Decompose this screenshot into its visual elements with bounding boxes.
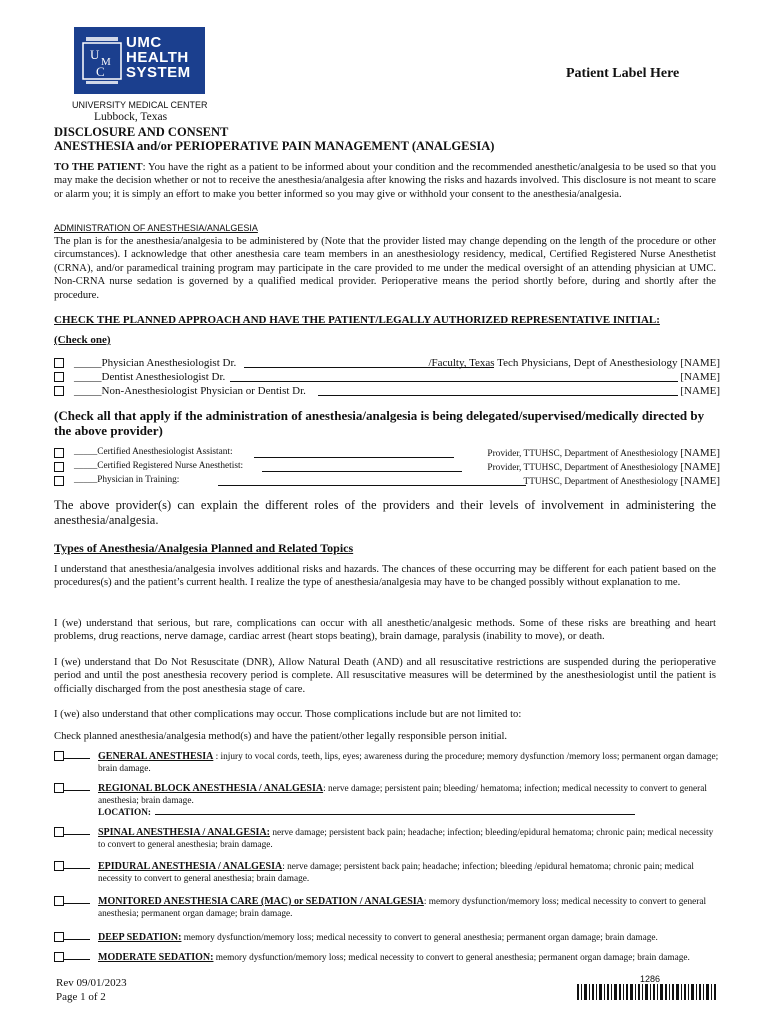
svg-text:M: M	[101, 56, 111, 68]
approach-option-physician[interactable]	[54, 357, 720, 370]
method-risks: : nerve damage; persistent back pain; headache; infection; bleeding /epidural hematoma; chronic pain; medical necessity to convert to general anesthesia; brain damage.	[98, 862, 694, 884]
method-body	[98, 896, 720, 920]
approach-option-non-anesthesiologist[interactable]	[54, 385, 720, 398]
initial-blank[interactable]	[64, 758, 90, 759]
name-placeholder: [NAME]	[680, 385, 720, 397]
name-blank-line[interactable]	[318, 395, 678, 396]
checkbox[interactable]	[54, 861, 64, 871]
delegated-option-caa[interactable]	[54, 447, 720, 460]
administration-paragraph: The plan is for the anesthesia/analgesia to be administered by (Note that the provider listed may change depending on the length of the procedure or other circumstances). I acknowledge that other anesthesia care team members in an anesthesiology residency, medical, Certified Registered Nurse Anesthetist (CRNA), and/or paramedical training program may participate in the care provided to me under the medical oversight of an attending physician at UMC. Non-CRNA nurse sedation is governed by a qualified medical provider. Perioperative means the period shortly before, during and shortly after the procedure.	[54, 236, 716, 301]
option-right-text	[524, 475, 720, 487]
barcode-icon	[577, 984, 717, 1000]
checkbox[interactable]	[54, 476, 64, 486]
barcode-number: 1286	[640, 974, 661, 984]
svg-text:U: U	[90, 47, 100, 62]
initial-blank[interactable]	[64, 790, 90, 791]
intro-label: TO THE PATIENT	[54, 162, 143, 173]
method-risks: memory dysfunction/memory loss; medical necessity to convert to general anesthesia; permanent organ damage; brain damage.	[181, 933, 658, 943]
option-suffix: Provider, TTUHSC, Department of Anesthesiology	[487, 449, 678, 459]
name-blank-line[interactable]	[218, 485, 526, 486]
method-title: MONITORED ANESTHESIA CARE (MAC) or SEDATION / ANALGESIA	[98, 896, 424, 907]
initial-blank[interactable]	[64, 868, 90, 869]
method-title: MODERATE SEDATION:	[98, 952, 214, 963]
intro-paragraph	[54, 161, 716, 201]
method-body	[98, 783, 720, 819]
name-placeholder: [NAME]	[680, 371, 720, 383]
name-placeholder: [NAME]	[680, 461, 720, 473]
method-body	[98, 952, 720, 964]
method-body	[98, 827, 720, 851]
delegated-heading: (Check all that apply if the administration of anesthesia/analgesia is being delegated/supervised/medically directed by the above provider)	[54, 408, 705, 438]
method-body	[98, 861, 720, 885]
providers-note: The above provider(s) can explain the different roles of the providers and their levels of involvement in administering the anesthesia/analgesia.	[54, 498, 716, 527]
document-title: DISCLOSURE AND CONSENT	[54, 125, 229, 139]
logo-wordmark	[126, 35, 191, 80]
checkbox[interactable]	[54, 932, 64, 942]
option-right-text	[428, 357, 720, 369]
university-center-name: UNIVERSITY MEDICAL CENTER	[72, 100, 208, 110]
logo-word: HEALTH	[126, 49, 189, 66]
checkbox[interactable]	[54, 386, 64, 396]
logo-word: SYSTEM	[126, 64, 191, 81]
document-subtitle: ANESTHESIA and/or PERIOPERATIVE PAIN MANAGEMENT (ANALGESIA)	[54, 139, 495, 153]
option-label: _____Certified Anesthesiologist Assistant:	[74, 447, 233, 457]
option-label: _____Non-Anesthesiologist Physician or Dentist Dr.	[74, 385, 306, 397]
types-paragraph-2: I (we) understand that serious, but rare, complications can occur with all anesthetic/analgesic methods. Some of these risks are breathing and heart problems, drug reactions, nerve damage, cardiac arrest (heart stops beating), brain damage, paralysis (inability to move), or death.	[54, 618, 716, 643]
method-body	[98, 751, 720, 775]
method-risks: : memory dysfunction/memory loss; medical necessity to convert to general anesthesia; permanent organ damage; brain damage.	[98, 897, 707, 919]
checkbox[interactable]	[54, 896, 64, 906]
page-number: Page 1 of 2	[56, 991, 106, 1003]
name-blank-line[interactable]	[262, 471, 462, 472]
city-name: Lubbock, Texas	[94, 111, 168, 123]
option-label: _____Physician in Training:	[74, 475, 180, 485]
logo-word: UMC	[126, 34, 162, 51]
option-label: _____Certified Registered Nurse Anesthetist:	[74, 461, 244, 471]
checkbox[interactable]	[54, 783, 64, 793]
types-paragraph-4: I (we) also understand that other complications may occur. Those complications include but are not limited to:	[54, 709, 522, 720]
method-risks: : nerve damage; persistent pain; bleeding/ hematoma; infection; medical necessity to convert to general anesthesia; brain damage.	[98, 784, 707, 806]
option-suffix: Provider, TTUHSC, Department of Anesthesiology	[487, 463, 678, 473]
option-suffix: TTUHSC, Department of Anesthesiology	[523, 477, 678, 487]
checkbox[interactable]	[54, 462, 64, 472]
initial-blank[interactable]	[64, 834, 90, 835]
types-paragraph-1: I understand that anesthesia/analgesia involves additional risks and hazards. The chances of these occurring may be different for each patient based on the procedures(s) and the patient’s current health. I realize the type of anesthesia/analgesia may have to be changed possibly without explanation to me.	[54, 564, 716, 589]
checkbox[interactable]	[54, 952, 64, 962]
location-label: LOCATION:	[98, 808, 152, 818]
checkbox[interactable]	[54, 448, 64, 458]
revision-date: Rev 09/01/2023	[56, 977, 127, 989]
types-paragraph-5: Check planned anesthesia/analgesia method(s) and have the patient/other legally responsible person initial.	[54, 731, 508, 742]
method-body	[98, 932, 720, 944]
svg-text:C: C	[96, 64, 105, 79]
initial-blank[interactable]	[64, 959, 90, 960]
method-title: GENERAL ANESTHESIA	[98, 751, 214, 762]
option-label: _____Dentist Anesthesiologist Dr.	[74, 371, 226, 383]
check-one-label: (Check one)	[54, 334, 111, 346]
method-risks: : injury to vocal cords, teeth, lips, eyes; awareness during the procedure; memory dysfunction /memory loss; permanent organ damage; brain damage.	[98, 752, 719, 774]
initial-blank[interactable]	[64, 939, 90, 940]
approach-option-dentist[interactable]	[54, 371, 720, 384]
umc-seal-icon	[82, 35, 122, 85]
patient-label-placeholder: Patient Label Here	[566, 66, 680, 81]
delegated-option-crna[interactable]	[54, 461, 720, 474]
types-paragraph-3: I (we) understand that Do Not Resuscitate (DNR), Allow Natural Death (AND) and all resuscitative restrictions are suspended during the perioperative period and until the post anesthesia recovery period is complete. All resuscitative measures will be determined by the anesthesiologist until the patient is officially discharged from the post anesthesia stage of care.	[54, 657, 716, 695]
method-title: REGIONAL BLOCK ANESTHESIA / ANALGESIA	[98, 783, 324, 794]
option-right-text	[487, 447, 720, 459]
administration-heading: ADMINISTRATION OF ANESTHESIA/ANALGESIA	[54, 223, 258, 233]
name-placeholder: [NAME]	[680, 475, 720, 487]
types-heading: Types of Anesthesia/Analgesia Planned and Related Topics	[54, 541, 354, 555]
option-right-text	[487, 461, 720, 473]
checkbox[interactable]	[54, 827, 64, 837]
name-blank-line[interactable]	[230, 381, 678, 382]
umc-logo	[74, 27, 205, 94]
planned-approach-heading: CHECK THE PLANNED APPROACH AND HAVE THE PATIENT/LEGALLY AUTHORIZED REPRESENTATIVE INITIAL:	[54, 314, 660, 326]
intro-text: : You have the right as a patient to be informed about your condition and the recommended anesthetic/analgesia to be used so that you may make the decision whether or not to receive the anesthesia/analgesia after knowing the risks and hazards involved. This disclosure is not meant to scare or alarm you; it is simply an effort to make you better informed so you may give or withhold your consent to the anesthesia/analgesia.	[54, 162, 717, 200]
method-risks: nerve damage; persistent back pain; headache; infection; bleeding/epidural hematoma; chronic pain; medical necessity to convert to general anesthesia; brain damage.	[98, 828, 714, 850]
delegated-option-physician-training[interactable]	[54, 475, 720, 488]
method-title: EPIDURAL ANESTHESIA / ANALGESIA	[98, 861, 283, 872]
initial-blank[interactable]	[64, 903, 90, 904]
name-placeholder: [NAME]	[680, 357, 720, 369]
checkbox[interactable]	[54, 751, 64, 761]
method-title: DEEP SEDATION:	[98, 932, 182, 943]
option-label: _____Physician Anesthesiologist Dr.	[74, 357, 237, 369]
name-blank-line[interactable]	[254, 457, 454, 458]
checkbox[interactable]	[54, 358, 64, 368]
method-risks: memory dysfunction/memory loss; medical necessity to convert to general anesthesia; permanent organ damage; brain damage.	[213, 953, 690, 963]
checkbox[interactable]	[54, 372, 64, 382]
method-title: SPINAL ANESTHESIA / ANALGESIA:	[98, 827, 271, 838]
option-suffix: /Faculty, Texas Tech Physicians, Dept of Anesthesiology	[428, 357, 678, 369]
name-placeholder: [NAME]	[680, 447, 720, 459]
location-blank[interactable]	[155, 814, 635, 815]
